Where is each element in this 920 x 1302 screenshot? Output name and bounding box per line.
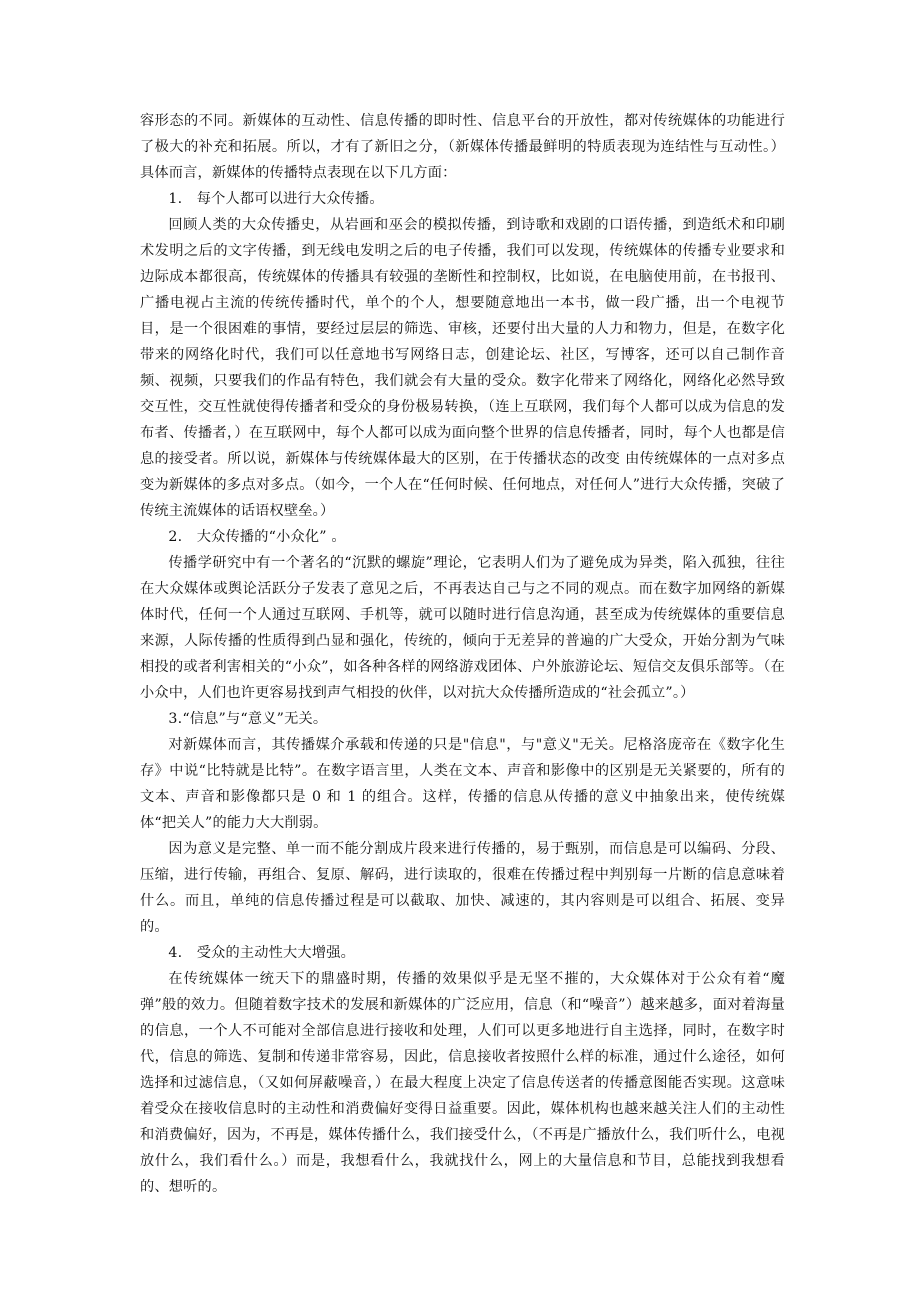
paragraph-intro: 容形态的不同。新媒体的互动性、信息传播的即时性、信息平台的开放性，都对传统媒体的功能进行了极大的补充和拓展。所以，才有了新旧之分，（新媒体传播最鲜明的特质表现为连结性与互动性。）具体而言，新媒体的传播特点表现在以下几方面：	[140, 113, 785, 181]
heading-4: 4. 受众的主动性大大增强。	[168, 945, 355, 961]
heading-2: 2. 大众传播的“小众化” 。	[168, 529, 346, 545]
paragraph-1: 回顾人类的大众传播史，从岩画和巫会的模拟传播，到诗歌和戏剧的口语传播，到造纸术和印刷术发明之后的文字传播，到无线电发明之后的电子传播，我们可以发现，传统媒体的传播专业要求和边际成本都很高，传统媒体的传播具有较强的垄断性和控制权，比如说，在电脑使用前，在书报刊、广播电视占主流的传统传播时代，单个的个人，想要随意地出一本书，做一段广播，出一个电视节目，是一个很困难的事情，要经过层层的筛选、审核，还要付出大量的人力和物力，但是，在数字化带来的网络化时代，我们可以任意地书写网络日志，创建论坛、社区，写博客，还可以自己制作音频、视频，只要我们的作品有特色，我们就会有大量的受众。数字化带来了网络化，网络化必然导致交互性，交互性就使得传播者和受众的身份极易转换，（连上互联网，我们每个人都可以成为信息的发布者、传播者，）在互联网中，每个人都可以成为面向整个世界的信息传播者，同时，每个人也都是信息的接受者。所以说，新媒体与传统媒体最大的区别，在于传播状态的改变 由传统媒体的一点对多点变为新媒体的多点对多点。（如今，一个人在“任何时候、任何地点，对任何人”进行大众传播，突破了传统主流媒体的话语权壁垒。）	[140, 217, 785, 519]
paragraph-2: 传播学研究中有一个著名的“沉默的螺旋”理论，它表明人们为了避免成为异类，陷入孤独，往往在大众媒体或舆论活跃分子发表了意见之后，不再表达自己与之不同的观点。而在数字加网络的新媒体时代，任何一个人通过互联网、手机等，就可以随时进行信息沟通，甚至成为传统媒体的重要信息来源，人际传播的性质得到凸显和强化，传统的，倾向于无差异的普遍的广大受众，开始分割为气味相投的或者利害相关的“小众”，如各种各样的网络游戏团体、户外旅游论坛、短信交友俱乐部等。（在小众中，人们也许更容易找到声气相投的伙伴，以对抗大众传播所造成的“社会孤立”。）	[140, 555, 785, 701]
heading-1: 1. 每个人都可以进行大众传播。	[168, 191, 384, 207]
paragraph-4: 在传统媒体一统天下的鼎盛时期，传播的效果似乎是无坚不摧的，大众媒体对于公众有着“魔弹”般的效力。但随着数字技术的发展和新媒体的广泛应用，信息（和“噪音”）越来越多，面对着海量的信息，一个人不可能对全部信息进行接收和处理，人们可以更多地进行自主选择，同时，在数字时代，信息的筛选、复制和传递非常容易，因此，信息接收者按照什么样的标准，通过什么途径，如何选择和过滤信息，（又如何屏蔽噪音，）在最大程度上决定了信息传送者的传播意图能否实现。这意味着受众在接收信息时的主动性和消费偏好变得日益重要。因此，媒体机构也越来越关注人们的主动性和消费偏好，因为，不再是，媒体传播什么，我们接受什么，（不再是广播放什么，我们听什么，电视放什么，我们看什么。）而是，我想看什么，我就找什么，网上的大量信息和节目，总能找到我想看的、想听的。	[140, 971, 785, 1195]
document-page	[140, 108, 785, 1200]
paragraph-3a: 对新媒体而言，其传播媒介承载和传递的只是"信息"，与"意义"无关。尼格洛庞帝在《数字化生存》中说“比特就是比特”。在数字语言里，人类在文本、声音和影像中的区别是无关紧要的，所有的文本、声音和影像都只是 0 和 1 的组合。这样，传播的信息从传播的意义中抽象出来，使传统媒体“把关人”的能力大大削弱。	[140, 737, 785, 831]
paragraph-3b: 因为意义是完整、单一而不能分割成片段来进行传播的，易于甄别，而信息是可以编码、分段、压缩，进行传输，再组合、复原、解码，进行读取的，很难在传播过程中判别每一片断的信息意味着什么。而且，单纯的信息传播过程是可以截取、加快、减速的，其内容则是可以组合、拓展、变异的。	[140, 841, 785, 935]
heading-3: 3.“信息”与“意义”无关。	[168, 711, 328, 727]
